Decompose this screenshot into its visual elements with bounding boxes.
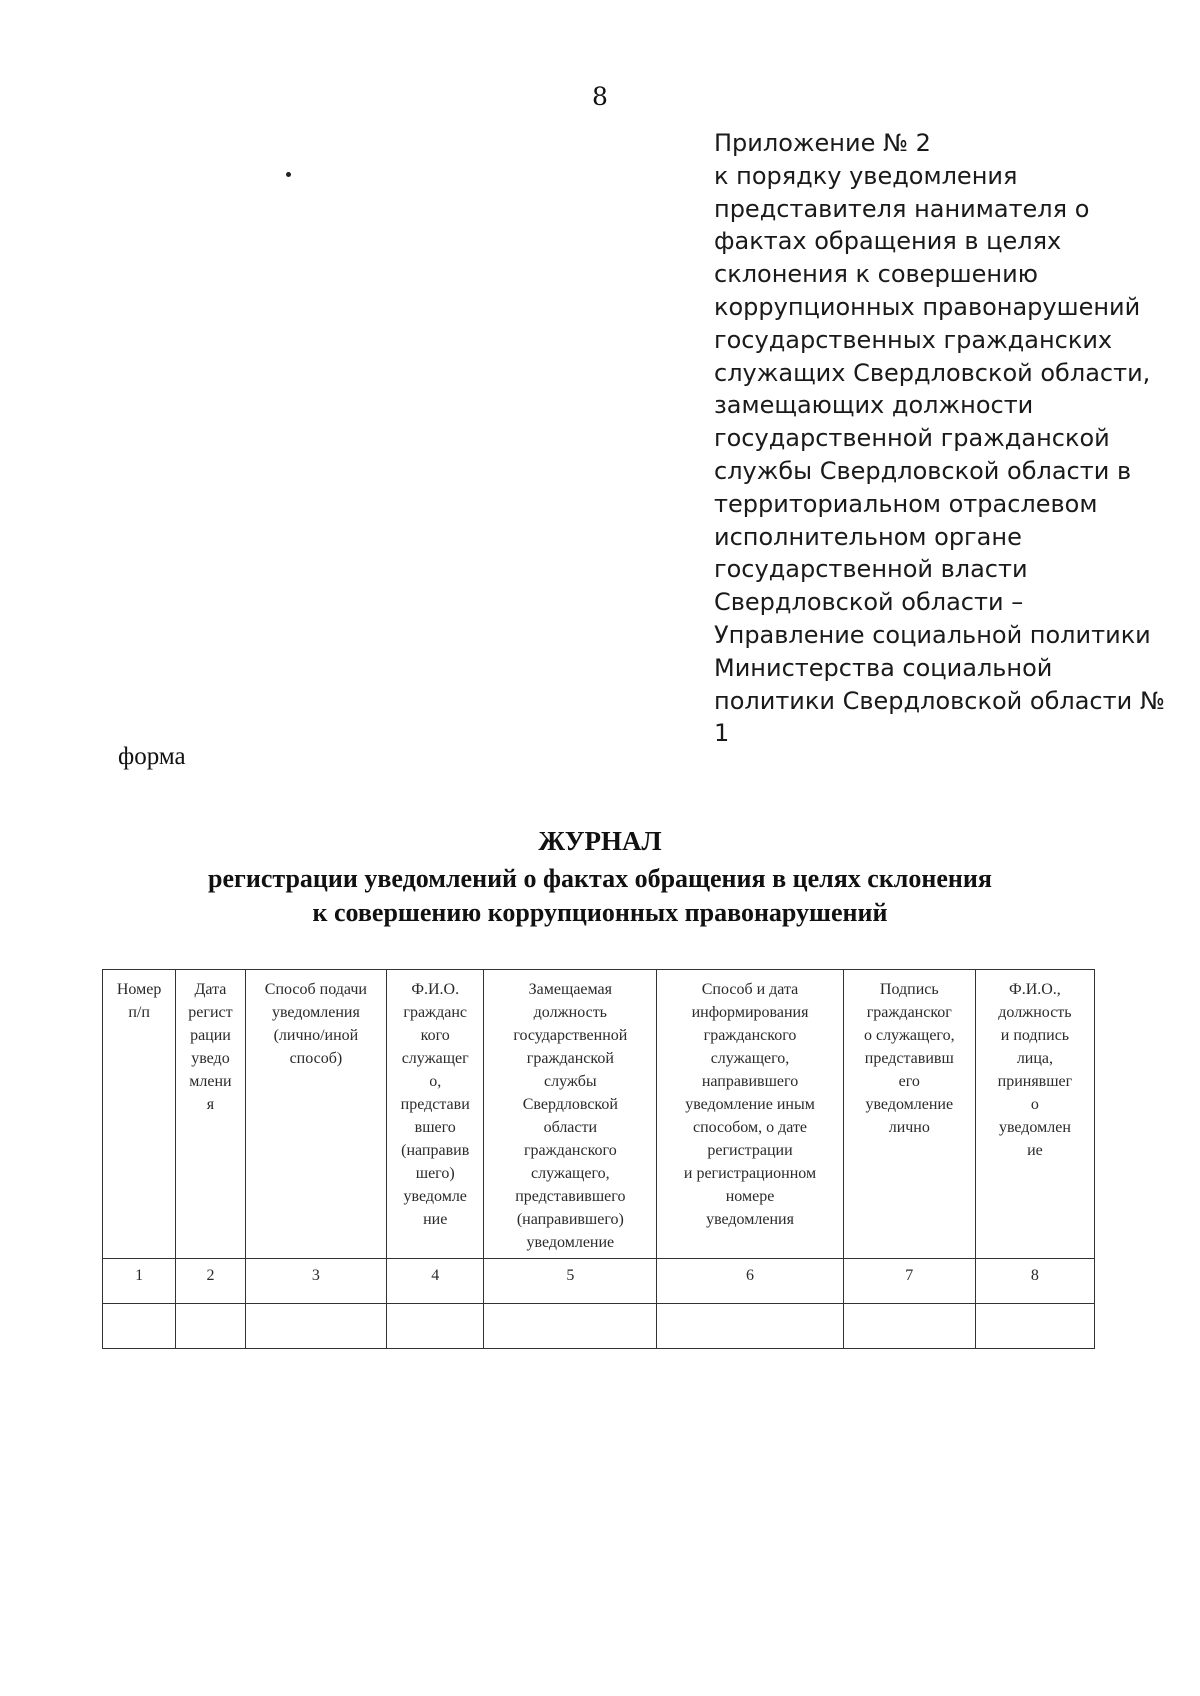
header-line: млени	[189, 1073, 232, 1090]
header-line: уведомления	[706, 1211, 794, 1228]
header-line: службы	[544, 1073, 597, 1090]
header-line: ие	[1027, 1142, 1043, 1159]
header-line: гражданс	[403, 1004, 468, 1021]
page-number: 8	[592, 82, 608, 111]
header-line: Свердловской	[522, 1096, 618, 1113]
column-number: 6	[657, 1259, 843, 1304]
appendix-line: замещающих должности	[714, 391, 1034, 420]
journal-table	[102, 969, 1095, 1349]
column-number: 1	[103, 1259, 176, 1304]
header-line: (направившего)	[516, 1211, 624, 1228]
scan-speck	[286, 172, 291, 177]
header-line: уведомление иным	[685, 1096, 815, 1113]
header-line: уведомление	[865, 1096, 954, 1113]
header-line: представи	[400, 1096, 470, 1113]
header-line: государственной	[513, 1027, 628, 1044]
header-line: Номер	[116, 981, 162, 998]
empty-cell	[387, 1304, 484, 1349]
appendix-line: государственной гражданской	[714, 424, 1110, 453]
empty-cell	[245, 1304, 386, 1349]
empty-cell	[176, 1304, 245, 1349]
header-cell	[103, 970, 176, 1259]
appendix-line: представителя нанимателя о	[714, 194, 1090, 223]
empty-cell	[484, 1304, 657, 1349]
column-number: 4	[387, 1259, 484, 1304]
appendix-line: политики Свердловской области №	[714, 686, 1165, 715]
column-number: 3	[245, 1259, 386, 1304]
header-line: Замещаемая	[528, 981, 612, 998]
header-line: вшего	[414, 1119, 456, 1136]
header-line: гражданског	[866, 1004, 952, 1021]
header-line: я	[206, 1096, 215, 1113]
header-line: гражданского	[523, 1142, 617, 1159]
appendix-line: к порядку уведомления	[714, 161, 1018, 190]
header-cell	[176, 970, 245, 1259]
appendix-line: Свердловской области –	[714, 588, 1024, 617]
header-line: Способ подачи	[264, 981, 367, 998]
header-cell	[387, 970, 484, 1259]
header-line: ние	[423, 1211, 448, 1228]
appendix-line: Приложение № 2	[714, 129, 931, 157]
header-line: области	[543, 1119, 598, 1136]
empty-cell	[657, 1304, 843, 1349]
appendix-block	[714, 127, 1165, 750]
header-line: способом, о дате	[692, 1119, 808, 1136]
header-line: уведомления	[271, 1004, 360, 1021]
appendix-line: коррупционных правонарушений	[714, 292, 1141, 321]
empty-cell	[843, 1304, 975, 1349]
journal-subtitle-line-1: регистрации уведомлений о фактах обращения в целях склонения	[208, 864, 992, 893]
header-line: (лично/иной	[273, 1027, 359, 1044]
appendix-line: фактах обращения в целях	[714, 227, 1062, 256]
header-line: кого	[420, 1027, 450, 1044]
header-line: Способ и дата	[701, 981, 799, 998]
header-line: Ф.И.О.	[411, 981, 460, 998]
header-line: должность	[998, 1004, 1072, 1021]
header-line: принявшег	[997, 1073, 1073, 1090]
header-line: шего)	[415, 1165, 455, 1182]
header-line: п/п	[128, 1004, 150, 1021]
appendix-line: государственной власти	[714, 555, 1028, 584]
header-line: представивш	[864, 1050, 954, 1067]
form-label: форма	[118, 743, 186, 770]
header-cell	[843, 970, 975, 1259]
empty-cell	[103, 1304, 176, 1349]
column-number: 2	[176, 1259, 245, 1304]
appendix-line: служащих Свердловской области,	[714, 358, 1151, 387]
header-line: о,	[429, 1073, 442, 1090]
header-line: и подпись	[1000, 1027, 1070, 1044]
header-line: регист	[188, 1004, 233, 1021]
header-line: о служащего,	[863, 1027, 955, 1044]
column-number: 8	[975, 1259, 1094, 1304]
appendix-line: территориальном отраслевом	[714, 489, 1098, 518]
appendix-line: 1	[714, 719, 730, 748]
header-cell	[657, 970, 843, 1259]
header-line: служащего,	[531, 1165, 610, 1182]
appendix-line: службы Свердловской области в	[714, 456, 1132, 485]
header-line: направившего	[701, 1073, 799, 1090]
header-line: номере	[725, 1188, 775, 1205]
header-line: уведо	[191, 1050, 230, 1067]
appendix-line: исполнительном органе	[714, 522, 1022, 551]
header-cell	[975, 970, 1094, 1259]
header-line: служащег	[401, 1050, 469, 1067]
header-line: его	[898, 1073, 920, 1090]
header-line: о	[1030, 1096, 1039, 1113]
header-line: лично	[888, 1119, 930, 1136]
header-line: Подпись	[879, 981, 939, 998]
column-number: 7	[843, 1259, 975, 1304]
header-line: уведомление	[526, 1234, 615, 1251]
table-row	[103, 1304, 1095, 1349]
appendix-line: Министерства социальной	[714, 653, 1053, 682]
appendix-line: государственных гражданских	[714, 325, 1113, 354]
header-line: представившего	[515, 1188, 626, 1205]
empty-cell	[975, 1304, 1094, 1349]
header-line: должность	[533, 1004, 607, 1021]
header-line: уведомле	[403, 1188, 467, 1205]
header-line: лица,	[1016, 1050, 1054, 1067]
header-line: способ)	[289, 1050, 343, 1067]
header-line: регистрации	[707, 1142, 793, 1159]
header-line: (направив	[401, 1142, 470, 1159]
header-line: уведомлен	[998, 1119, 1071, 1136]
journal-title: ЖУРНАЛ	[538, 826, 662, 856]
header-cell	[245, 970, 386, 1259]
header-line: и регистрационном	[683, 1165, 817, 1182]
header-line: служащего,	[710, 1050, 790, 1067]
journal-subtitle-line-2: к совершению коррупционных правонарушений	[312, 898, 888, 927]
header-cell	[484, 970, 657, 1259]
table-header-row	[103, 970, 1095, 1259]
header-line: гражданского	[703, 1027, 797, 1044]
appendix-line: склонения к совершению	[714, 260, 1038, 289]
header-line: Дата	[194, 981, 227, 998]
header-line: рации	[190, 1027, 231, 1044]
header-line: гражданской	[526, 1050, 614, 1067]
column-number-row	[103, 1259, 1095, 1304]
appendix-line: Управление социальной политики	[714, 620, 1151, 649]
header-line: информирования	[691, 1004, 809, 1021]
column-number: 5	[484, 1259, 657, 1304]
header-line: Ф.И.О.,	[1009, 981, 1061, 998]
